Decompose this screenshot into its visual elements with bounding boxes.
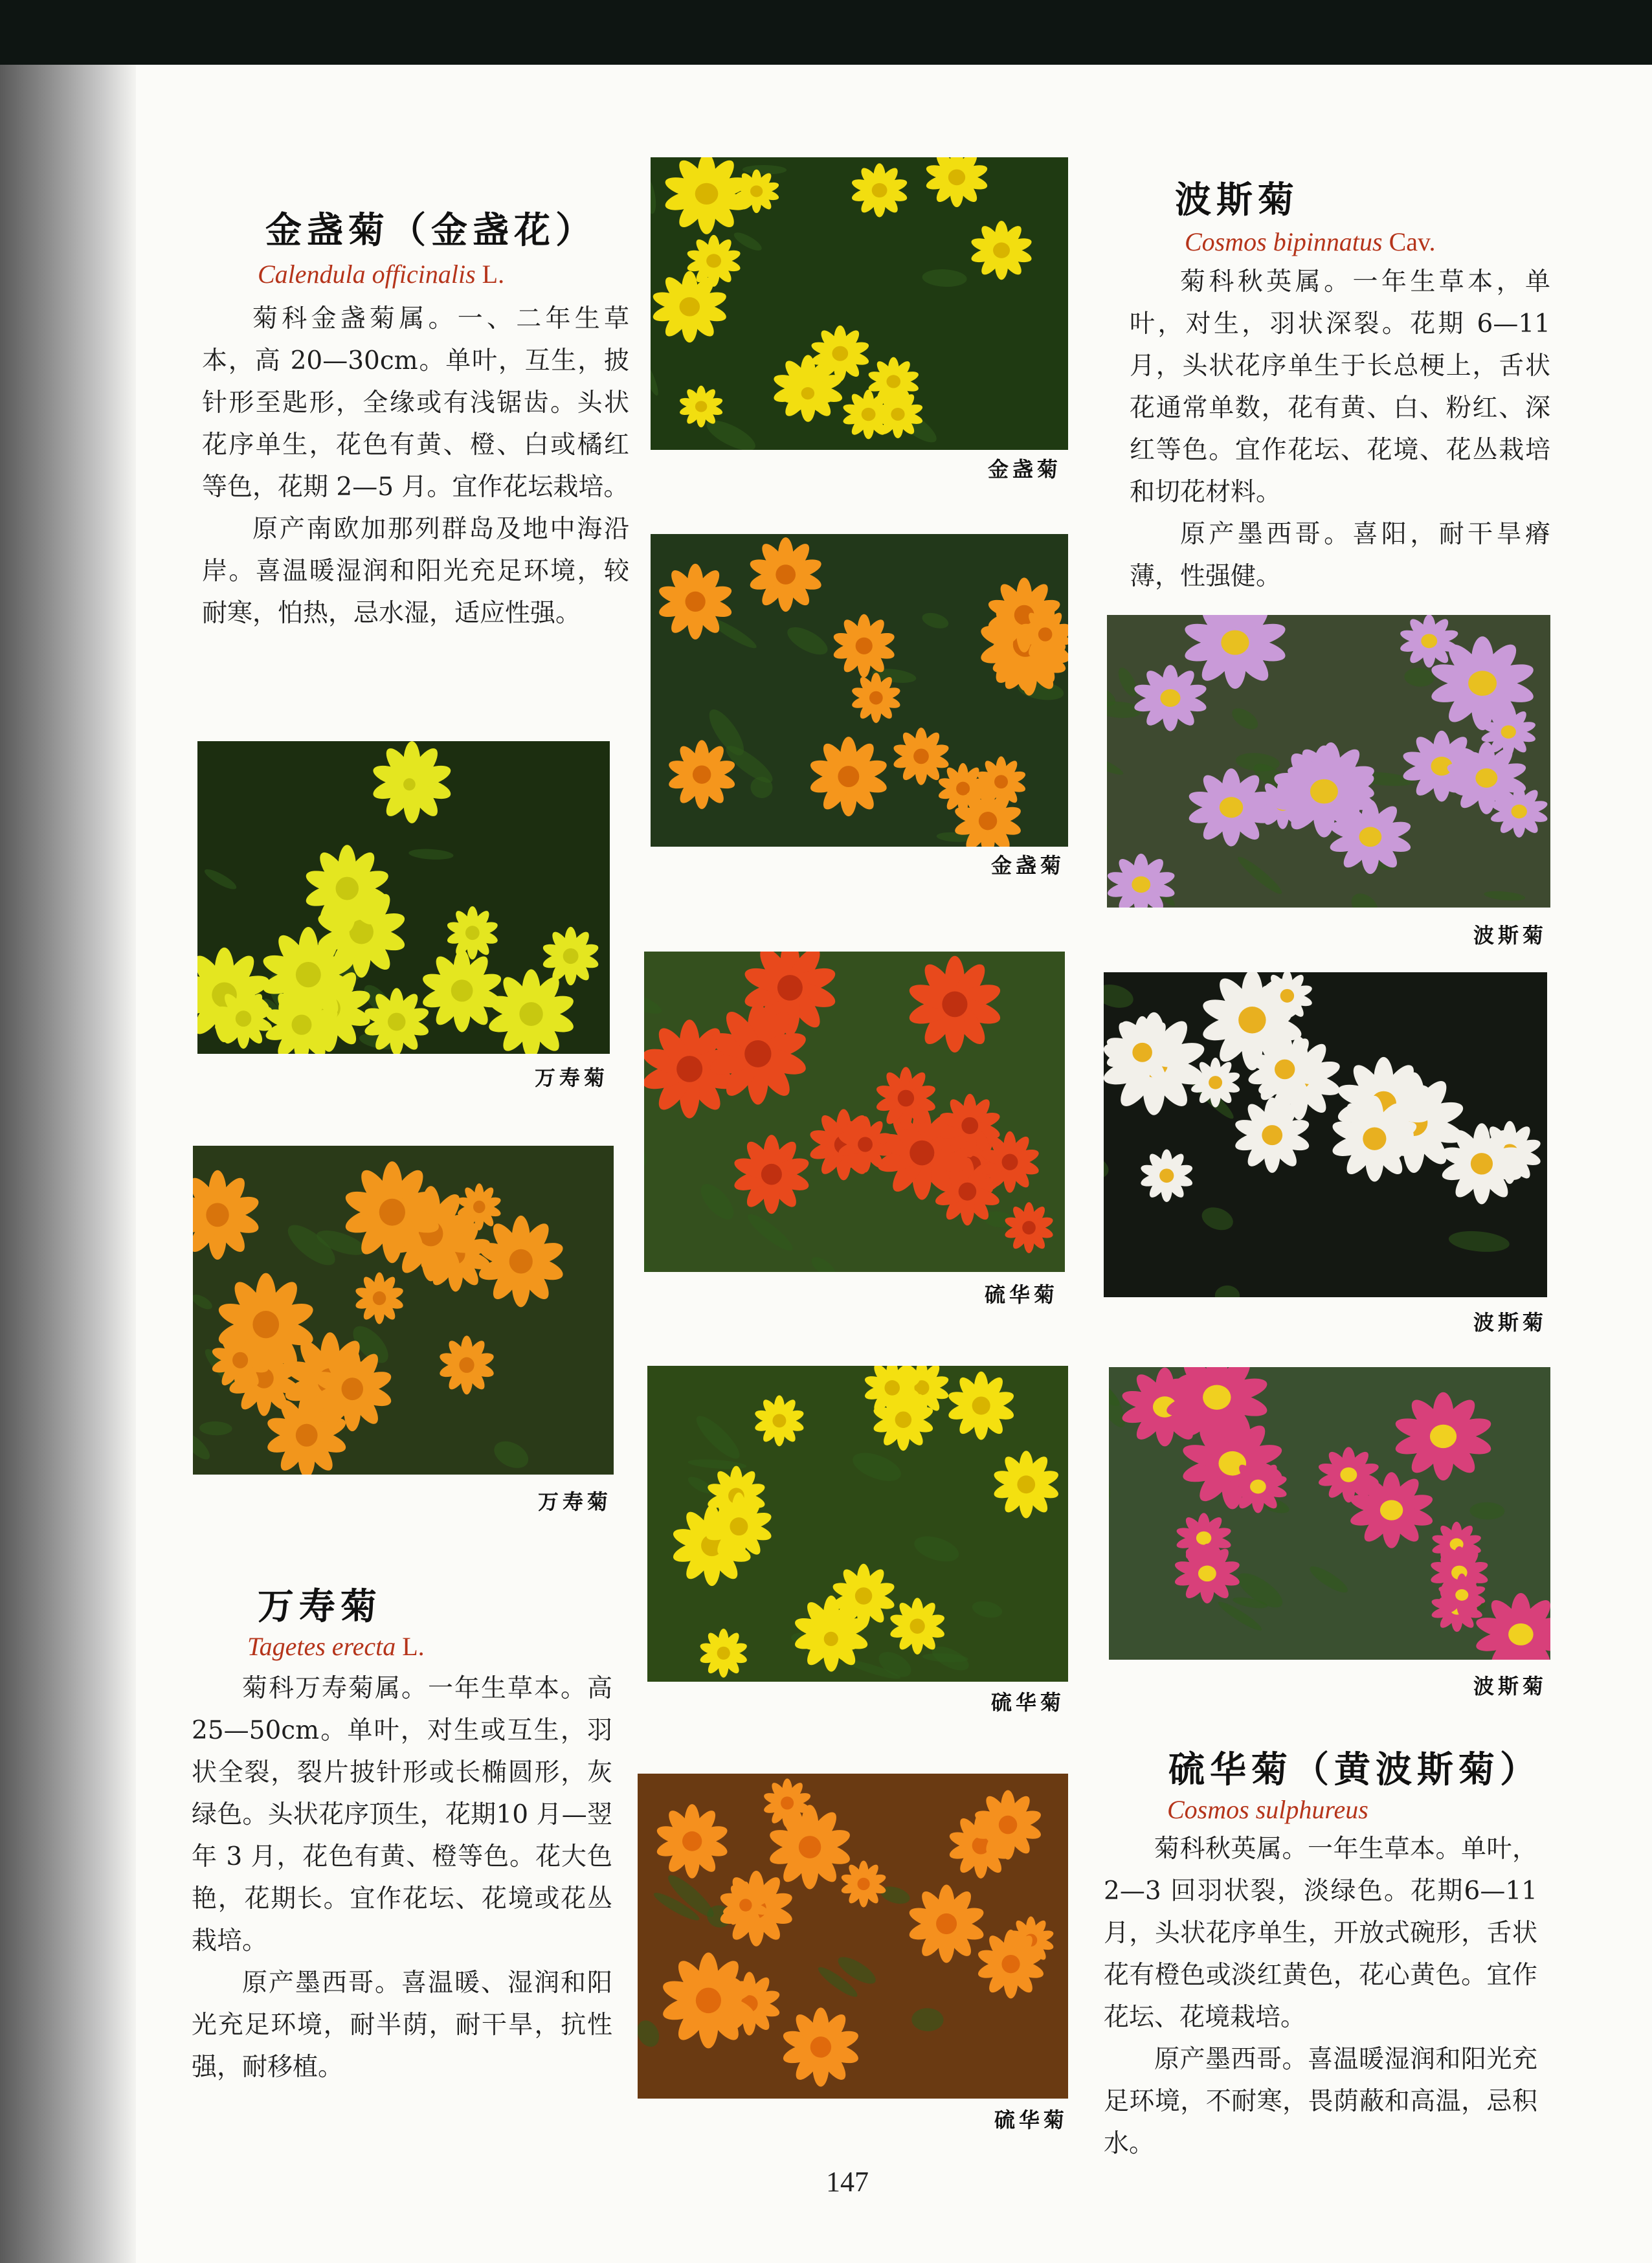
caption-tagetes-yellow: 万寿菊 (534, 1065, 608, 1090)
caption-sulphureus-orange: 硫华菊 (994, 2108, 1068, 2132)
flower-photo-image (638, 1774, 1068, 2099)
calendula-latin-name: Calendula officinalis L. (258, 260, 505, 289)
photo-cosmos-pink (1109, 1367, 1550, 1660)
flower-photo-image (197, 741, 610, 1054)
flower-photo-image (651, 157, 1068, 450)
calendula-paragraph-2: 原产南欧加那列群岛及地中海沿岸。喜温暖湿润和阳光充足环境，较耐寒，怕热，忌水湿，适应性强。 (202, 515, 629, 628)
sulphureus-latin-name: Cosmos sulphureus (1167, 1795, 1368, 1824)
flower-photo-image (651, 534, 1068, 847)
sulphureus-paragraph-2: 原产墨西哥。喜温暖湿润和阳光充足环境，不耐寒，畏荫蔽和高温，忌积水。 (1104, 2045, 1537, 2158)
flower-photo-image (1107, 615, 1550, 908)
page-number: 147 (826, 2166, 869, 2198)
flower-photo-image (644, 952, 1065, 1272)
photo-sulphureus-yellow (647, 1366, 1068, 1682)
caption-cosmos-white: 波斯菊 (1473, 1310, 1547, 1335)
photo-tagetes-orange (193, 1146, 614, 1475)
book-gutter-shadow (0, 65, 136, 2263)
sulphureus-title: 硫华菊（黄波斯菊） (1168, 1749, 1541, 1791)
tagetes-title: 万寿菊 (258, 1586, 382, 1628)
flower-photo-image (1104, 972, 1547, 1297)
calendula-description (202, 298, 629, 634)
tagetes-latin-name: Tagetes erecta L. (247, 1632, 425, 1661)
caption-calendula-orange: 金盏菊 (990, 853, 1065, 878)
cosmos-latin-name: Cosmos bipinnatus Cav. (1185, 227, 1436, 256)
flower-photo-image (193, 1146, 614, 1475)
caption-tagetes-orange: 万寿菊 (537, 1489, 612, 1514)
cosmos-description (1130, 261, 1550, 597)
caption-sulphureus-red: 硫华菊 (984, 1282, 1058, 1307)
photo-calendula-orange (651, 534, 1068, 847)
flower-photo-image (1109, 1367, 1550, 1660)
tagetes-paragraph-1: 菊科万寿菊属。一年生草本。高 25—50cm。单叶，对生或互生，羽状全裂，裂片披针形或长椭圆形，灰绿色。头状花序顶生，花期10 月—翌年 3 月，花色有黄、橙等色。花大色艳，花期长。宜作花坛、花境或花丛栽培。 (192, 1674, 612, 1956)
cosmos-paragraph-1: 菊科秋英属。一年生草本，单叶，对生，羽状深裂。花期 6—11 月，头状花序单生于长总梗上，舌状花通常单数，花有黄、白、粉红、深红等色。宜作花坛、花境、花丛栽培和切花材料。 (1130, 267, 1550, 507)
photo-calendula-yellow (651, 157, 1068, 450)
photo-sulphureus-orange (638, 1774, 1068, 2099)
caption-cosmos-pink: 波斯菊 (1473, 1674, 1547, 1699)
caption-sulphureus-yellow: 硫华菊 (990, 1690, 1065, 1715)
top-dark-border (0, 0, 1652, 71)
calendula-title: 金盏菊（金盏花） (265, 210, 597, 252)
photo-tagetes-yellow (197, 741, 610, 1054)
cosmos-paragraph-2: 原产墨西哥。喜阳，耐干旱瘠薄，性强健。 (1130, 520, 1550, 591)
sulphureus-description (1104, 1828, 1537, 2165)
tagetes-paragraph-2: 原产墨西哥。喜温暖、湿润和阳光充足环境，耐半荫，耐干旱，抗性强，耐移植。 (192, 1968, 612, 2082)
calendula-paragraph-1: 菊科金盏菊属。一、二年生草本，高 20—30cm。单叶，互生，披针形至匙形，全缘或有浅锯齿。头状花序单生，花色有黄、橙、白或橘红等色，花期 2—5 月。宜作花坛栽培。 (202, 304, 629, 502)
photo-cosmos-purple (1107, 615, 1550, 908)
flower-photo-image (647, 1366, 1068, 1682)
cosmos-title: 波斯菊 (1175, 179, 1299, 221)
caption-calendula-yellow: 金盏菊 (987, 457, 1062, 482)
caption-cosmos-purple: 波斯菊 (1473, 923, 1547, 948)
photo-cosmos-white (1104, 972, 1547, 1297)
photo-sulphureus-red (644, 952, 1065, 1272)
sulphureus-paragraph-1: 菊科秋英属。一年生草本。单叶，2—3 回羽状裂，淡绿色。花期6—11 月，头状花序单生，开放式碗形，舌状花有橙色或淡红黄色，花心黄色。宜作花坛、花境栽培。 (1104, 1834, 1537, 2032)
tagetes-description (192, 1667, 612, 2088)
